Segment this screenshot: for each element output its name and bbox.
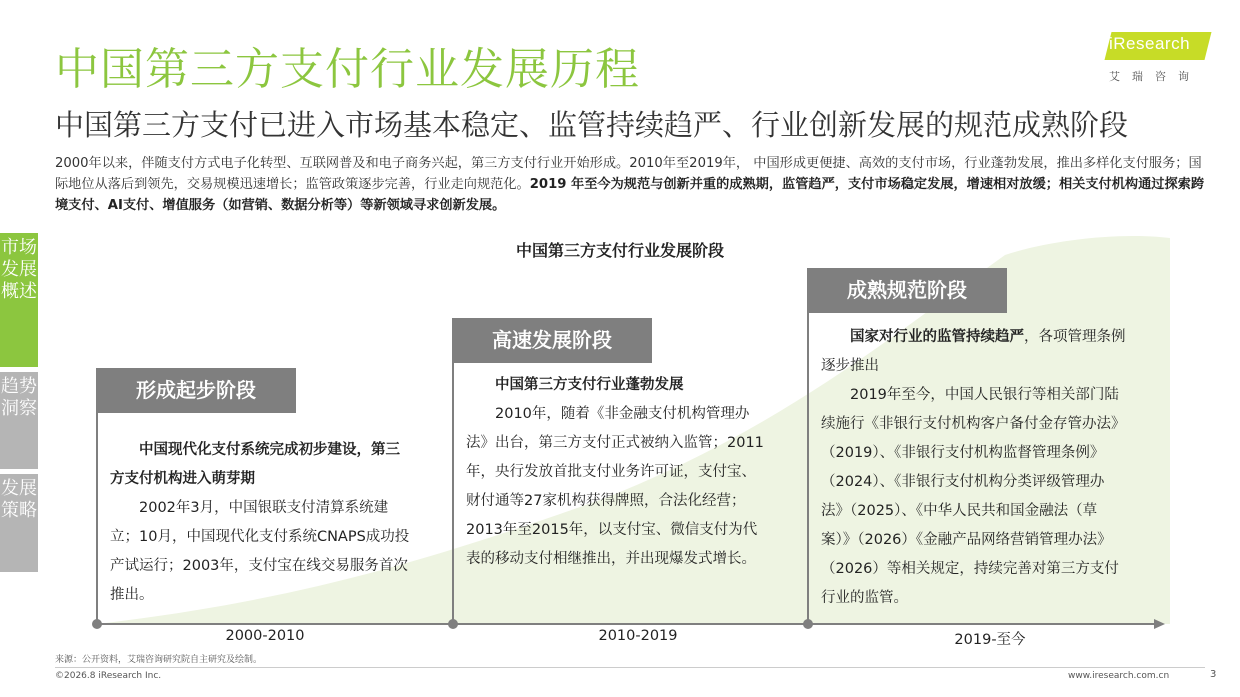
stage-2-divider [452,363,454,624]
sidenav-item-market-overview[interactable]: 市场发展概述 [0,233,38,367]
stage-3-body: 2019年至今，中国人民银行等相关部门陆续施行《非银行支付机构客户备付金存管办法》（2019）、《非银行支付机构监督管理条例》（2024）、《非银行支付机构分类评级管理办法》（2025）、《中华人民共和国金融法（草案）》（2026）《金融产品网络营销管理办法》（2026）等相关规定，持续完善对第三方支付行业的监管。 [821,387,1126,606]
stage-2-label: 高速发展阶段 [452,318,652,363]
period-label-2: 2010-2019 [598,628,678,644]
stage-3-heading-rest: ，各项管理条例逐步推出 [821,329,1126,374]
stage-1-text [110,436,410,610]
sidenav-item-strategy[interactable]: 发展策略 [0,474,38,572]
stage-1-heading: 中国现代化支付系统完成初步建设，第三方支付机构进入萌芽期 [110,442,400,487]
sidenav-item-trend-insight[interactable]: 趋势洞察 [0,372,38,469]
stage-3-label: 成熟规范阶段 [807,268,1007,313]
source-note: 来源：公开资料，艾瑞咨询研究院自主研究及绘制。 [55,655,263,665]
copyright: ©2026.8 iResearch Inc. [55,671,162,681]
website-link[interactable]: www.iresearch.com.cn [1068,671,1170,681]
iresearch-logo [1105,30,1211,82]
page-subtitle: 中国第三方支付已进入市场基本稳定、监管持续趋严、行业创新发展的规范成熟阶段 [55,108,1129,142]
stage-1-label: 形成起步阶段 [96,368,296,413]
footer-divider [55,667,1205,668]
intro-text: 2000年以来，伴随支付方式电子化转型、互联网普及和电子商务兴起，第三方支付行业开始形成。2010年至2019年， 中国形成更便捷、高效的支付市场，行业蓬勃发展，推出多样化支付服务；国际地位从落后到领先，交易规模迅速增长；监管政策逐步完善，行业走向规范化。 [55,156,1202,192]
logo-cn: 艾瑞咨询 [1109,70,1201,83]
page-number: 3 [1210,669,1217,680]
logo-text: iResearch [1109,34,1191,53]
page-title: 中国第三方支付行业发展历程 [55,44,640,95]
stage-2-body: 2010年，随着《非金融支付机构管理办法》出台，第三方支付正式被纳入监管；2011年，央行发放首批支付业务许可证，支付宝、财付通等27家机构获得牌照，合法化经营；2013年至2015年，以支付宝、微信支付为代表的移动支付相继推出，并出现爆发式增长。 [466,406,764,567]
stage-3-heading: 国家对行业的监管持续趋严 [850,329,1024,345]
intro-paragraph [55,153,1205,216]
chart-title: 中国第三方支付行业发展阶段 [515,241,724,260]
stage-3-text [821,323,1126,613]
intro-highlight: 2019 年至今为规范与创新并重的成熟期，监管趋严，支付市场稳定发展，增速相对放缓；相关支付机构通过探索跨境支付、AI支付、增值服务（如营销、数据分析等）等新领域寻求创新发展。 [55,177,1205,213]
stage-3-divider [807,313,809,624]
side-navigation [0,233,38,577]
period-label-1: 2000-2010 [225,628,305,644]
stage-1-body: 2002年3月，中国银联支付清算系统建立；10月，中国现代化支付系统CNAPS成功投产试运行；2003年，支付宝在线交易服务首次推出。 [110,500,410,603]
stage-2-text [466,371,768,574]
stage-2-heading: 中国第三方支付行业蓬勃发展 [495,377,684,393]
stage-1-divider [96,413,98,624]
stage-3-heading-line [821,323,1126,381]
period-label-3: 2019-至今 [954,632,1026,648]
